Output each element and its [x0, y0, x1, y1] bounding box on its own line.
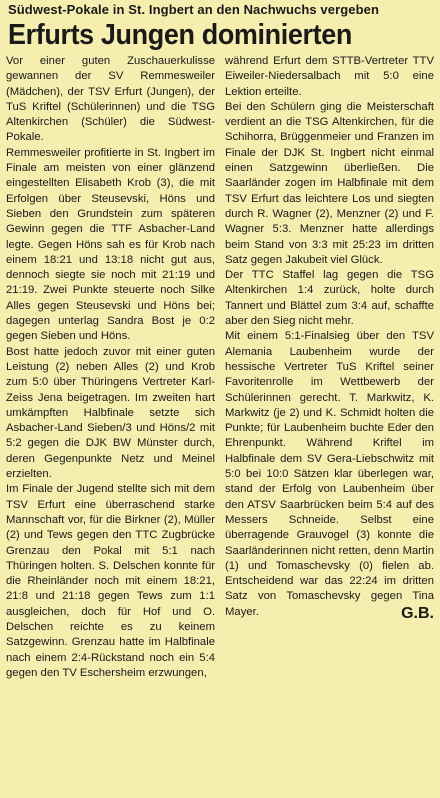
paragraph: Im Finale der Jugend stellte sich mit dem TSV Erfurt eine überraschend starke Mannschaft vor, für die Birkner (2), Müller (2) und Tews gegen den TTC Zugbrücke Grenzau den Pokal mit 5:1 nach Thüringen holten. S. Delschen konnte für die Rheinländer noch mit einem 18:21, 21:8 und 21:18 gegen Tews zum 1:1 ausgleichen, doch für Hof und O. Delschen reichte es zu keinem Satzgewinn. Grenzau hatte im Halbfinale nach einem 2:4-Rückstand noch ein 5:4 gegen den TV Eschersheim erzwungen, [6, 483, 215, 679]
paragraph: Remmesweiler profitierte in St. Ingbert im Finale am meisten von einer glänzend eingestellten Elisabeth Krob (3), die mit Erfolgen über Steusevski, Höns und Sieben den Grundstein zum späteren Gewinn gegen die TTF Asbacher-Land legte. Gegen Höns sah es für Krob nach einem 18:21 und 13:18 nicht gut aus, dennoch siegte sie noch mit 21:19 und 21:19. Zwei Punkte steuerte noch Silke Alles gegen Steusevski und Höns bei; dagegen unterlag Sandra Bost je 0:2 gegen Sieben und Höns. [6, 146, 215, 343]
headline: Erfurts Jungen dominierten [8, 19, 352, 51]
article-columns [6, 54, 434, 681]
paragraph: Der TTC Staffel lag gegen die TSG Altenkirchen 1:4 zurück, holte durch Tannert und Blättel zum 3:4 auf, schaffte aber den Sieg nicht mehr. [225, 269, 434, 328]
paragraph: Bost hatte jedoch zuvor mit einer guten Leistung (2) neben Alles (2) und Krob zum 5:0 über Thüringens Vertreter Karl-Zeiss Jena beigetragen. Im zweiten hart umkämpften Halbfinale setzte sich Asbacher-Land Sieben/3 und Höns/2 mit 5:2 gegen die DJK BW Münster durch, deren Gegenpunkte Netz und Meinel erzielten. [6, 345, 215, 481]
column-left [6, 54, 215, 681]
column-right [225, 54, 434, 681]
kicker: Südwest-Pokale in St. Ingbert an den Nachwuchs vergeben [8, 2, 380, 17]
paragraph: Bei den Schülern ging die Meisterschaft verdient an die TSG Altenkirchen, für die Schihorra, Brüggenmeier und Franzen im Finale der DJK St. Ingbert nicht einmal einen Satzgewinn überließen. Die Saarländer zogen im Halbfinale mit dem TSV Erfurt das leichtere Los und siegten durch R. Wagner (2), Menzner (2) und F. Wagner 5:3. Menzner hatte allerdings beim Stand von 3:3 mit 25:23 im dritten Satz gegen Jakubeit viel Glück. [225, 100, 434, 266]
paragraph: Vor einer guten Zuschauerkulisse gewannen der SV Remmesweiler (Mädchen), der TSV Erfurt (Jungen), der TuS Kriftel (Schülerinnen) und die TSG Altenkirchen (Schüler) die Südwest-Pokale. [6, 55, 215, 144]
author-signature: G.B. [401, 604, 434, 622]
paragraph: während Erfurt dem STTB-Vertreter TTV Eiweiler-Niedersalbach mit 5:0 eine Lektion erteilte. [225, 55, 434, 98]
paragraph: Mit einem 5:1-Finalsieg über den TSV Alemania Laubenheim wurde der hessische Vertreter TuS Kriftel seiner Favoritenrolle im Wettbewerb der Schülerinnen gerecht. T. Markwitz, K. Markwitz (je 2) und K. Schmidt holten die Punkte; für Laubenheim buchte Eder den Ehrenpunkt. Während Kriftel im Halbfinale dem SV Gera-Liebschwitz mit 5:0 bei 10:0 Sätzen klar überlegen war, stand der Erfolg von Laubenheim über den ATSV Saarbrücken beim 5:4 auf des Messers Schneide. Selbst eine überragende Grauvogel (3) konnte die Saarländerinnen nicht retten, denn Martin (1) und Tomaschevsky (0) fielen ab. Entscheidend war das 22:24 im dritten Satz von Tomaschevsky gegen Tina Mayer. [225, 330, 434, 618]
